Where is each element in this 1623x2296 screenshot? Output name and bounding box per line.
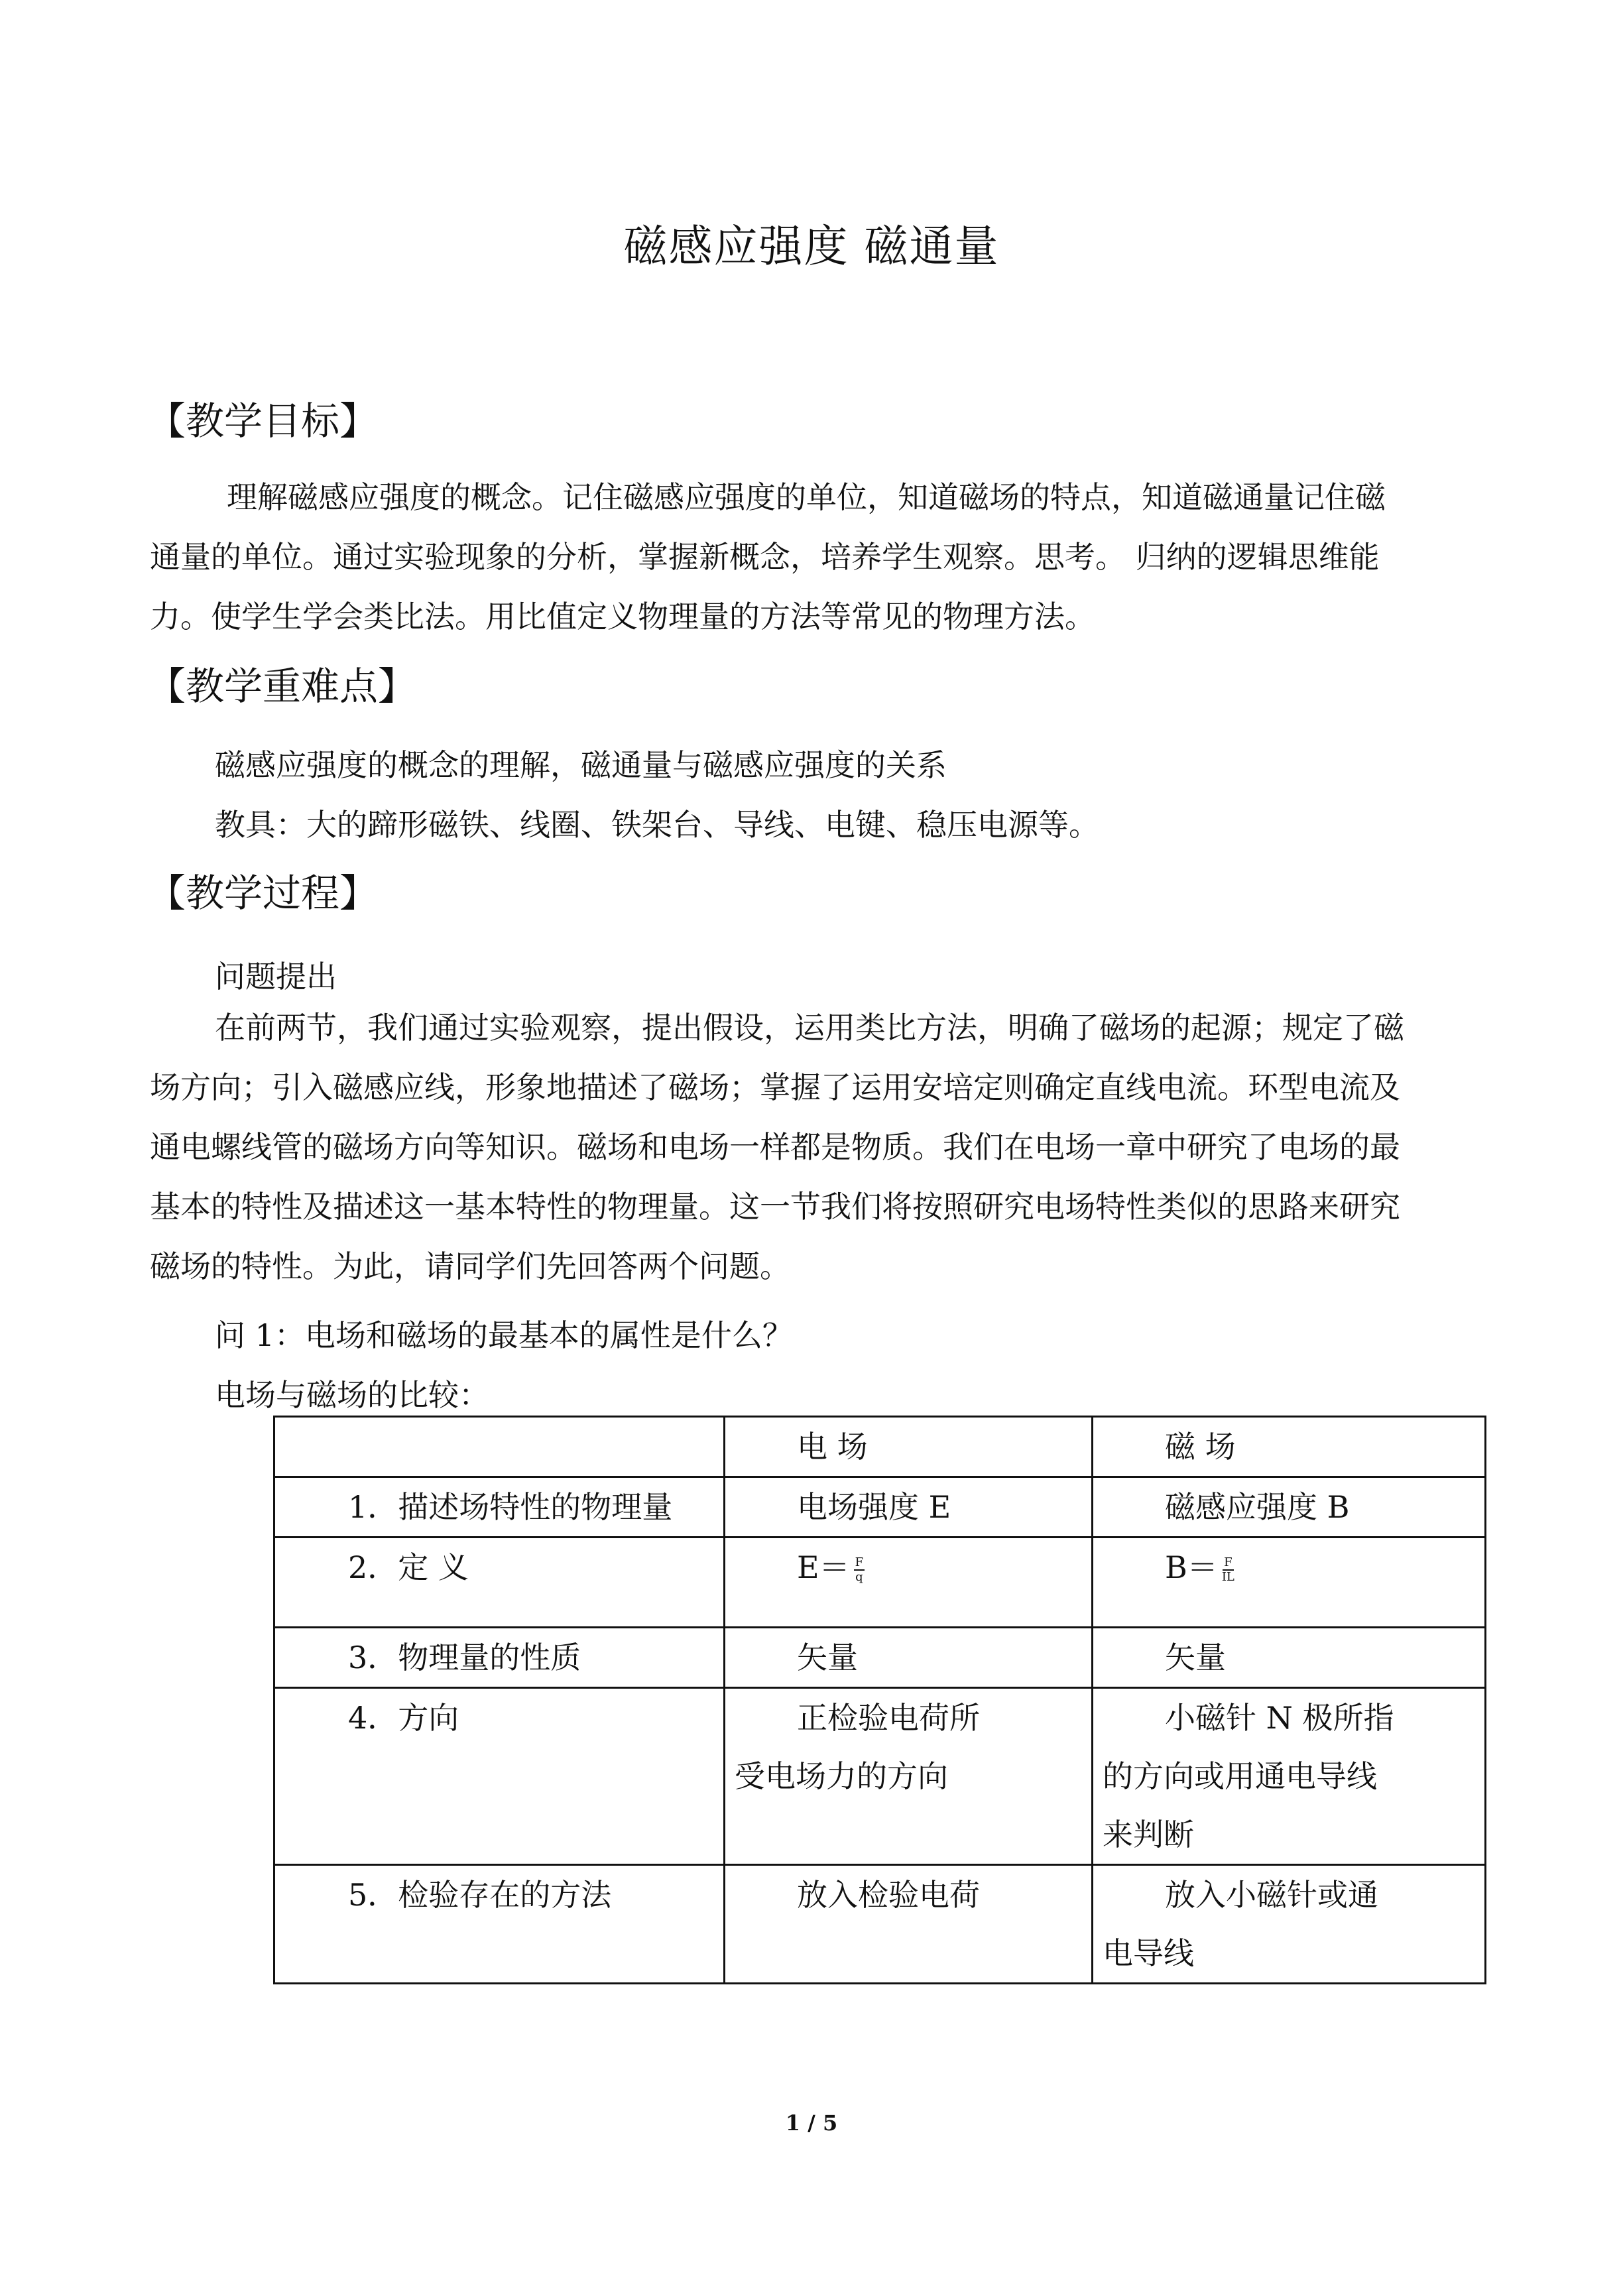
process-paragraph: [150, 998, 1476, 1296]
cell-line: 电导线: [1103, 1935, 1194, 1971]
question-1: 问 1：电场和磁场的最基本的属性是什么？: [215, 1317, 793, 1353]
table-cell: 磁感应强度 B: [1093, 1477, 1486, 1538]
table-cell: 3．物理量的性质: [274, 1628, 725, 1688]
cell-line: 小磁针 N 极所指: [1165, 1700, 1394, 1736]
page-number: 1 / 5: [785, 2110, 838, 2136]
fraction-numerator: F: [855, 1555, 864, 1569]
table-cell: [725, 1865, 1093, 1984]
page-title: 磁感应强度 磁通量: [623, 221, 1000, 272]
goals-paragraph: [150, 467, 1476, 646]
table-cell: [725, 1688, 1093, 1865]
key-points-heading: 【教学重难点】: [147, 664, 417, 709]
formula-b-prefix: B＝: [1165, 1549, 1218, 1585]
table-cell: 4．方向: [274, 1688, 725, 1865]
goals-heading: 【教学目标】: [147, 398, 379, 444]
table-cell: 2．定 义: [274, 1538, 725, 1628]
cell-line: 来判断: [1103, 1817, 1194, 1852]
table-cell: [274, 1417, 725, 1477]
table-row: [274, 1477, 1486, 1538]
table-row: [274, 1628, 1486, 1688]
goals-line: 理解磁感应强度的概念。记住磁感应强度的单位，知道磁场的特点，知道磁通量记住磁: [227, 479, 1386, 515]
table-cell: 5．检验存在的方法: [274, 1865, 725, 1984]
table-cell: 电 场: [725, 1417, 1093, 1477]
table-row: [274, 1688, 1486, 1865]
tools-text: 教具：大的蹄形磁铁、线圈、铁架台、导线、电键、稳压电源等。: [215, 807, 1099, 843]
fraction-numerator: F: [1224, 1555, 1232, 1569]
process-line: 场方向；引入磁感应线，形象地描述了磁场；掌握了运用安培定则确定直线电流。环型电流及: [150, 1069, 1400, 1105]
comparison-table: [273, 1416, 1486, 1984]
cell-line: 放入小磁针或通: [1165, 1877, 1378, 1913]
process-line: 在前两节，我们通过实验观察，提出假设，运用类比方法，明确了磁场的起源；规定了磁: [215, 1010, 1404, 1046]
process-line: 基本的特性及描述这一基本特性的物理量。这一节我们将按照研究电场特性类似的思路来研究: [150, 1189, 1400, 1225]
fraction-denominator: IL: [1221, 1570, 1234, 1584]
fraction-denominator: q: [855, 1570, 863, 1584]
goals-line: 力。使学生学会类比法。用比值定义物理量的方法等常见的物理方法。: [150, 599, 1095, 634]
compare-label: 电场与磁场的比较：: [215, 1377, 489, 1413]
table-row: [274, 1417, 1486, 1477]
table-row: [274, 1538, 1486, 1628]
table-cell: [1093, 1865, 1486, 1984]
cell-line: 放入检验电荷: [797, 1877, 980, 1913]
process-line: 磁场的特性。为此，请同学们先回答两个问题。: [150, 1248, 790, 1284]
table-cell: [1093, 1688, 1486, 1865]
key-points-text: 磁感应强度的概念的理解，磁通量与磁感应强度的关系: [215, 747, 947, 783]
process-line: 通电螺线管的磁场方向等知识。磁场和电场一样都是物质。我们在电场一章中研究了电场的最: [150, 1129, 1400, 1165]
table-cell-formula-e: [725, 1538, 1093, 1628]
table-cell: 电场强度 E: [725, 1477, 1093, 1538]
table-cell: 磁 场: [1093, 1417, 1486, 1477]
goals-line: 通量的单位。通过实验现象的分析，掌握新概念，培养学生观察。思考。 归纳的逻辑思维能: [150, 539, 1380, 575]
formula-e-prefix: E＝: [797, 1549, 850, 1585]
table-cell: 矢量: [1093, 1628, 1486, 1688]
table-row: [274, 1865, 1486, 1984]
table-cell: 矢量: [725, 1628, 1093, 1688]
problem-label: 问题提出: [215, 959, 337, 995]
fraction-f-over-il: [1222, 1556, 1234, 1584]
cell-line: 正检验电荷所: [797, 1700, 980, 1736]
table-cell: 1．描述场特性的物理量: [274, 1477, 725, 1538]
process-heading: 【教学过程】: [147, 871, 379, 916]
cell-line: 的方向或用通电导线: [1103, 1758, 1377, 1794]
fraction-f-over-q: [854, 1556, 865, 1584]
cell-line: 受电场力的方向: [735, 1758, 948, 1794]
table-cell-formula-b: [1093, 1538, 1486, 1628]
